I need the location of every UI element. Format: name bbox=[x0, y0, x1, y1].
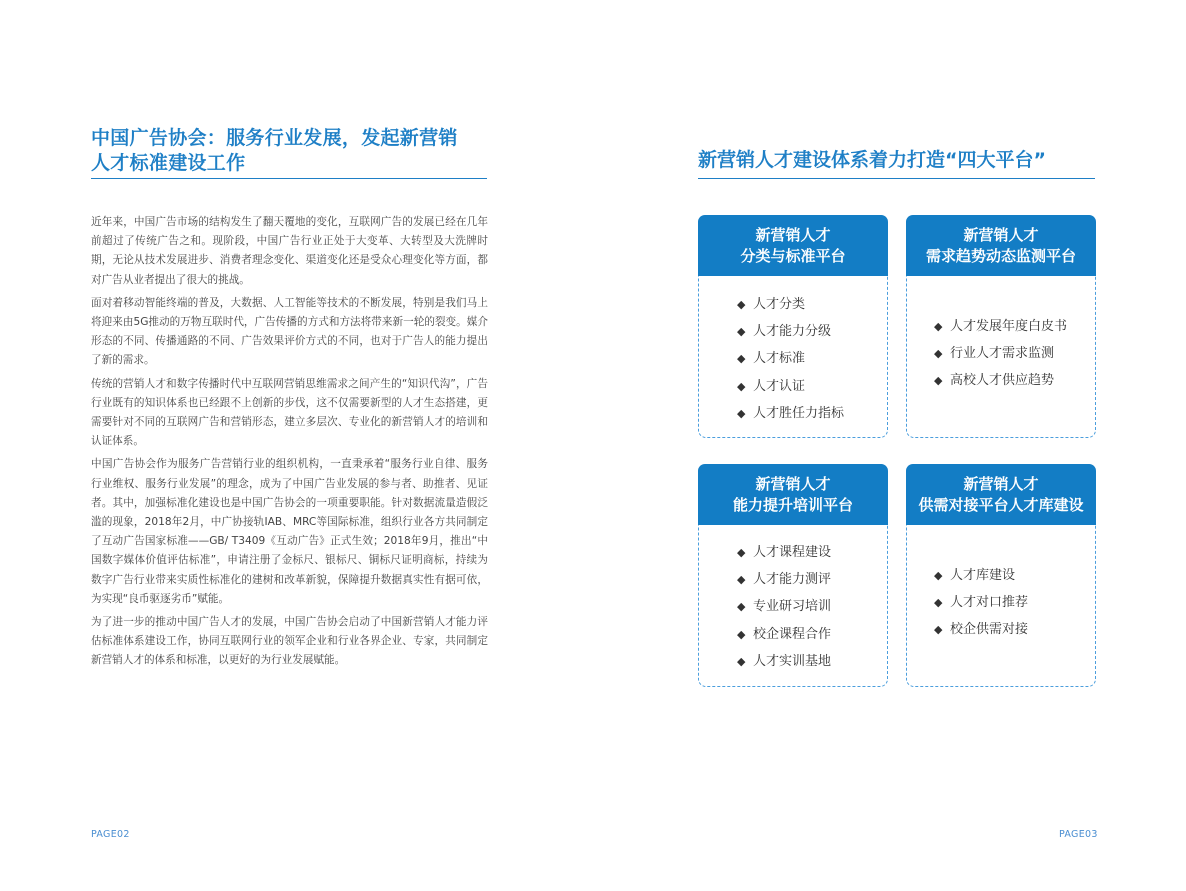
card-header bbox=[906, 464, 1096, 525]
platform-card-training bbox=[698, 464, 888, 687]
diamond-bullet-icon: ◆ bbox=[934, 623, 943, 637]
card-header-line-1: 新营销人才 bbox=[963, 226, 1039, 244]
left-page-title bbox=[91, 126, 491, 176]
card-header bbox=[906, 215, 1096, 276]
card-header-line-2: 需求趋势动态监测平台 bbox=[925, 247, 1076, 265]
list-item: ◆ 人才胜任力指标 bbox=[737, 400, 887, 427]
list-item: ◆ 人才标准 bbox=[737, 345, 887, 372]
diamond-bullet-icon: ◆ bbox=[737, 406, 746, 420]
card-header-line-2: 供需对接平台人才库建设 bbox=[918, 496, 1084, 514]
diamond-bullet-icon: ◆ bbox=[737, 600, 746, 614]
card-header-line-1: 新营销人才 bbox=[755, 226, 831, 244]
right-page-title: 新营销人才建设体系着力打造“四大平台” bbox=[698, 149, 1046, 171]
list-item: ◆ 人才库建设 bbox=[934, 562, 1095, 589]
paragraph-5: 为了进一步的推动中国广告人才的发展，中国广告协会启动了中国新营销人才能力评估标准体系建设工作，协同互联网行业的领军企业和行业各界企业、专家，共同制定新营销人才的体系和标准，以更好的为行业发展赋能。 bbox=[91, 616, 488, 667]
card-header-line-2: 能力提升培训平台 bbox=[732, 496, 853, 514]
diamond-bullet-icon: ◆ bbox=[934, 347, 943, 361]
diamond-bullet-icon: ◆ bbox=[737, 298, 746, 311]
card-header-line-2: 分类与标准平台 bbox=[740, 247, 846, 265]
list-item: ◆ 人才分类 bbox=[737, 291, 887, 318]
diamond-bullet-icon: ◆ bbox=[737, 352, 746, 366]
diamond-bullet-icon: ◆ bbox=[934, 596, 943, 610]
list-item: ◆ 行业人才需求监测 bbox=[934, 340, 1095, 367]
list-item: ◆ 专业研习培训 bbox=[737, 593, 887, 620]
platform-card-talent-pool bbox=[906, 464, 1096, 687]
left-title-line-1: 中国广告协会：服务行业发展，发起新营销 bbox=[91, 127, 458, 149]
diamond-bullet-icon: ◆ bbox=[737, 654, 746, 668]
platform-card-demand-monitoring bbox=[906, 215, 1096, 438]
card-header bbox=[698, 215, 888, 276]
diamond-bullet-icon: ◆ bbox=[934, 320, 943, 333]
paragraph-2: 面对着移动智能终端的普及，大数据、人工智能等技术的不断发展，特别是我们马上将迎来由5G推动的万物互联时代，广告传播的方式和方法将带来新一轮的裂变。媒介形态的不同、传播通路的不同、广告效果评价方式的不同，也对于广告人的能力提出了新的需求。 bbox=[91, 296, 488, 367]
card-item-list bbox=[907, 562, 1095, 644]
diamond-bullet-icon: ◆ bbox=[934, 374, 943, 388]
card-header bbox=[698, 464, 888, 525]
list-item: ◆ 人才发展年度白皮书 bbox=[934, 313, 1095, 340]
diamond-bullet-icon: ◆ bbox=[934, 569, 943, 582]
list-item: ◆ 人才实训基地 bbox=[737, 648, 887, 675]
list-item: ◆ 校企课程合作 bbox=[737, 621, 887, 648]
list-item: ◆ 人才能力测评 bbox=[737, 566, 887, 593]
diamond-bullet-icon: ◆ bbox=[737, 325, 746, 339]
left-body-text bbox=[91, 213, 488, 675]
card-header-line-1: 新营销人才 bbox=[755, 475, 831, 493]
page-number-left: PAGE02 bbox=[91, 829, 130, 840]
paragraph-4: 中国广告协会作为服务广告营销行业的组织机构，一直秉承着“服务行业自律、服务行业维权、服务行业发展”的理念，成为了中国广告业发展的参与者、助推者、见证者。其中，加强标准化建设也是中国广告协会的一项重要职能。针对数据流量造假泛滥的现象，2018年2月，中广协接轨IAB、MRC等国际标准，组织行业各方共同制定了互动广告国家标准——GB/ T3409《互动广告》正式生效；2018年9月，推出“中国数字媒体价值评估标准”，申请注册了金标尺、银标尺、铜标尺证明商标，持续为数字广告行业带来实质性标准化的建树和改革新貌，保障提升数据真实性有据可依，为实现“良币驱逐劣币”赋能。 bbox=[91, 458, 488, 605]
card-header-line-1: 新营销人才 bbox=[963, 475, 1039, 493]
list-item: ◆ 人才能力分级 bbox=[737, 318, 887, 345]
diamond-bullet-icon: ◆ bbox=[737, 379, 746, 393]
platform-card-classification bbox=[698, 215, 888, 438]
list-item: ◆ 人才课程建设 bbox=[737, 539, 887, 566]
left-title-line-2: 人才标准建设工作 bbox=[91, 152, 246, 174]
diamond-bullet-icon: ◆ bbox=[737, 627, 746, 641]
right-title-divider bbox=[698, 178, 1095, 179]
card-item-list bbox=[907, 313, 1095, 395]
list-item: ◆ 人才认证 bbox=[737, 373, 887, 400]
card-item-list bbox=[699, 291, 887, 427]
diamond-bullet-icon: ◆ bbox=[737, 546, 746, 559]
list-item: ◆ 人才对口推荐 bbox=[934, 589, 1095, 616]
list-item: ◆ 高校人才供应趋势 bbox=[934, 367, 1095, 394]
left-title-divider bbox=[91, 178, 487, 179]
paragraph-3: 传统的营销人才和数字传播时代中互联网营销思维需求之间产生的“知识代沟”，广告行业既有的知识体系也已经跟不上创新的步伐，这不仅需要新型的人才生态搭建，更需要针对不同的互联网广告和营销形态，建立多层次、专业化的新营销人才的培训和认证体系。 bbox=[91, 377, 488, 448]
paragraph-1: 近年来，中国广告市场的结构发生了翻天覆地的变化，互联网广告的发展已经在几年前超过了传统广告之和。现阶段，中国广告行业正处于大变革、大转型及大洗牌时期，无论从技术发展进步、消费者理念变化、渠道变化还是受众心理变化等方面，都对广告从业者提出了很大的挑战。 bbox=[91, 216, 488, 286]
page-number-right: PAGE03 bbox=[1059, 829, 1098, 840]
list-item: ◆ 校企供需对接 bbox=[934, 616, 1095, 643]
diamond-bullet-icon: ◆ bbox=[737, 573, 746, 587]
card-item-list bbox=[699, 539, 887, 675]
